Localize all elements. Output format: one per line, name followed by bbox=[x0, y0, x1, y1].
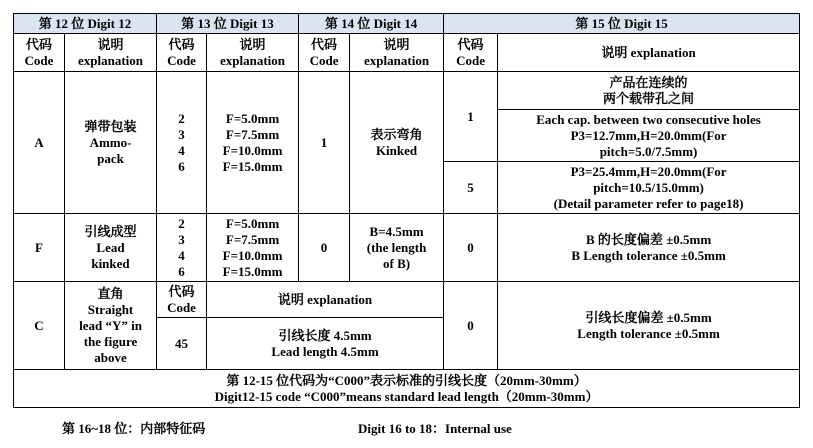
footer-internal-cn: 第 16~18 位：内部特征码 bbox=[62, 421, 206, 436]
header-digit-12: 第 12 位 Digit 12 bbox=[14, 14, 157, 34]
row-a-desc bbox=[65, 72, 157, 214]
desc-line: the figure bbox=[83, 333, 138, 349]
row-a-d15-bottom bbox=[498, 162, 800, 214]
subheader-expl-14 bbox=[350, 34, 444, 72]
desc-line: 引线成型 bbox=[84, 223, 137, 239]
code-en-label: Code bbox=[24, 52, 54, 68]
row-c-expl-value bbox=[207, 318, 444, 370]
desc-line: 直角 bbox=[97, 285, 124, 301]
row-f-d15-desc bbox=[498, 214, 800, 282]
desc-line: (Detail parameter refer to page18) bbox=[553, 195, 744, 211]
desc-line: pitch=10.5/15.0mm) bbox=[593, 179, 704, 195]
row-f-desc bbox=[65, 214, 157, 282]
desc-line: pack bbox=[97, 150, 124, 166]
row-a-d14-desc bbox=[350, 72, 444, 214]
row-a-d15-top bbox=[498, 72, 800, 110]
f-value: F=5.0mm bbox=[225, 215, 280, 231]
f-value: F=5.0mm bbox=[225, 110, 280, 126]
desc-line: B=4.5mm bbox=[369, 223, 424, 239]
row-a-code: A bbox=[14, 72, 65, 214]
code-value: 6 bbox=[178, 158, 185, 174]
subheader-code-15 bbox=[444, 34, 498, 72]
expl-en-label: explanation bbox=[364, 52, 430, 68]
code-value: 3 bbox=[178, 231, 185, 247]
row-a-d13-values bbox=[207, 72, 299, 214]
code-en-label: Code bbox=[309, 52, 339, 68]
desc-line: 引线长度偏差 ±0.5mm bbox=[585, 309, 712, 325]
row-a-d15-code-1: 1 bbox=[444, 72, 498, 162]
digit-spec-table bbox=[13, 13, 800, 408]
desc-line: above bbox=[94, 349, 127, 365]
code-cn-label: 代码 bbox=[25, 36, 52, 52]
expl-en-label: explanation bbox=[78, 52, 144, 68]
row-c-desc bbox=[65, 282, 157, 370]
desc-line: Lead bbox=[96, 239, 125, 255]
desc-line: Straight bbox=[87, 301, 134, 317]
row-c-code: C bbox=[14, 282, 65, 370]
code-en-label: Code bbox=[456, 52, 485, 68]
subheader-code-13 bbox=[157, 34, 207, 72]
code-value: 3 bbox=[178, 126, 185, 142]
footer-internal-en: Digit 16 to 18：Internal use bbox=[358, 421, 512, 436]
f-value: F=7.5mm bbox=[225, 126, 280, 142]
subheader-code-14 bbox=[299, 34, 350, 72]
row-f-d13-codes bbox=[157, 214, 207, 282]
expl-cn-label: 说明 bbox=[383, 36, 410, 52]
f-value: F=7.5mm bbox=[225, 231, 280, 247]
desc-line: B Length tolerance ±0.5mm bbox=[571, 247, 726, 263]
note-line-cn: 第 12-15 位代码为“C000”表示标准的引线长度（20mm-30mm） bbox=[226, 372, 587, 388]
code-value: 2 bbox=[178, 215, 185, 231]
header-digit-15: 第 15 位 Digit 15 bbox=[444, 14, 800, 34]
row-f-d14-desc bbox=[350, 214, 444, 282]
subheader-expl-15: 说明 explanation bbox=[498, 34, 800, 72]
desc-line: Each cap. between two consecutive holes bbox=[536, 111, 761, 127]
header-digit-14: 第 14 位 Digit 14 bbox=[299, 14, 444, 34]
code-en-label: Code bbox=[167, 52, 196, 68]
code-value: 4 bbox=[178, 142, 185, 158]
subheader-expl-12 bbox=[65, 34, 157, 72]
desc-line: Lead length 4.5mm bbox=[271, 343, 379, 359]
desc-line: Length tolerance ±0.5mm bbox=[577, 325, 720, 341]
row-f-d13-values bbox=[207, 214, 299, 282]
code-cn-label: 代码 bbox=[311, 36, 338, 52]
expl-cn-label: 说明 bbox=[239, 36, 266, 52]
desc-line: 产品在连续的 bbox=[609, 74, 688, 90]
row-c-code-label bbox=[157, 282, 207, 318]
row-c-d15-code: 0 bbox=[444, 282, 498, 370]
f-value: F=10.0mm bbox=[222, 142, 283, 158]
desc-line: pitch=5.0/7.5mm) bbox=[599, 143, 698, 159]
row-a-d13-codes bbox=[157, 72, 207, 214]
header-digit-13: 第 13 位 Digit 13 bbox=[157, 14, 299, 34]
desc-line: Ammo- bbox=[89, 134, 132, 150]
desc-line: kinked bbox=[91, 255, 130, 271]
code-cn-label: 代码 bbox=[168, 283, 195, 299]
row-c-expl-label: 说明 explanation bbox=[207, 282, 444, 318]
desc-line: P3=25.4mm,H=20.0mm(For bbox=[570, 163, 727, 179]
code-cn-label: 代码 bbox=[168, 36, 195, 52]
code-value: 2 bbox=[178, 110, 185, 126]
code-en-label: Code bbox=[167, 299, 196, 315]
f-value: F=15.0mm bbox=[222, 263, 283, 279]
expl-en-label: explanation bbox=[220, 52, 286, 68]
desc-line: P3=12.7mm,H=20.0mm(For bbox=[570, 127, 727, 143]
row-f-d14-code: 0 bbox=[299, 214, 350, 282]
row-a-d15-mid bbox=[498, 110, 800, 162]
desc-line: (the length bbox=[366, 239, 427, 255]
code-value: 4 bbox=[178, 247, 185, 263]
desc-line: Kinked bbox=[375, 142, 418, 158]
row-f-d15-code: 0 bbox=[444, 214, 498, 282]
code-cn-label: 代码 bbox=[457, 36, 484, 52]
desc-line: lead “Y” in bbox=[79, 317, 142, 333]
desc-line: 表示弯角 bbox=[370, 126, 423, 142]
row-a-d14-code: 1 bbox=[299, 72, 350, 214]
row-a-d15-code-2: 5 bbox=[444, 162, 498, 214]
subheader-code-12 bbox=[14, 34, 65, 72]
f-value: F=15.0mm bbox=[222, 158, 283, 174]
desc-line: B 的长度偏差 ±0.5mm bbox=[585, 231, 712, 247]
expl-cn-label: 说明 bbox=[97, 36, 124, 52]
f-value: F=10.0mm bbox=[222, 247, 283, 263]
row-c-code-value: 45 bbox=[157, 318, 207, 370]
desc-line: 弹带包装 bbox=[84, 118, 137, 134]
row-f-code: F bbox=[14, 214, 65, 282]
note-line-en: Digit12-15 code “C000”means standard lead length（20mm-30mm） bbox=[214, 388, 599, 404]
desc-line: 两个载带孔之间 bbox=[603, 90, 695, 106]
row-c-d15-desc bbox=[498, 282, 800, 370]
standard-length-note bbox=[14, 370, 800, 408]
subheader-expl-13 bbox=[207, 34, 299, 72]
desc-line: 引线长度 4.5mm bbox=[278, 327, 372, 343]
code-value: 6 bbox=[178, 263, 185, 279]
desc-line: of B) bbox=[382, 255, 411, 271]
